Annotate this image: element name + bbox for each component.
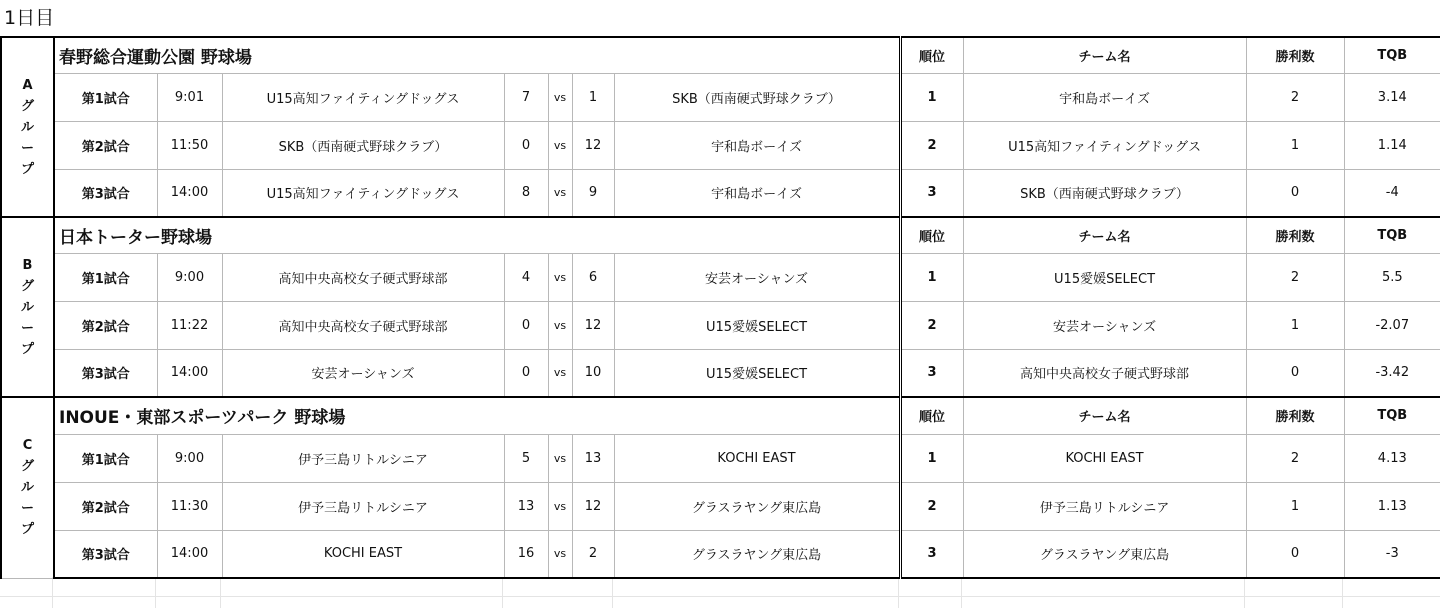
home-score: 16 [504,530,548,578]
group-label-char: ル [20,299,34,315]
spreadsheet-gridline [502,577,503,608]
match-label: 第1試合 [54,73,157,121]
standing-rank: 3 [900,169,963,217]
standing-wins: 0 [1246,169,1344,217]
standing-wins: 0 [1246,349,1344,397]
spreadsheet-gridline [0,596,1440,597]
away-score: 2 [572,530,614,578]
standing-team: 高知中央高校女子硬式野球部 [963,349,1246,397]
vs-label: vs [548,349,572,397]
standing-rank: 3 [900,530,963,578]
vs-label: vs [548,530,572,578]
standing-tqb: -3 [1344,530,1440,578]
standing-rank: 1 [900,73,963,121]
group-label-char: ー [20,501,34,517]
standing-rank: 1 [900,434,963,482]
standing-rank: 2 [900,482,963,530]
wins-header: 勝利数 [1246,37,1344,73]
venue-name: 春野総合運動公園 野球場 [54,37,900,73]
match-time: 11:22 [157,301,222,349]
home-score: 7 [504,73,548,121]
group-label-char: B [22,257,33,273]
home-score: 0 [504,301,548,349]
spreadsheet-gridline [898,577,899,608]
vs-label: vs [548,253,572,301]
group-label-char: プ [20,161,34,177]
rank-header: 順位 [900,217,963,253]
standing-tqb: -2.07 [1344,301,1440,349]
match-time: 14:00 [157,530,222,578]
vs-label: vs [548,121,572,169]
home-team: 高知中央高校女子硬式野球部 [222,253,504,301]
home-score: 4 [504,253,548,301]
standing-wins: 1 [1246,301,1344,349]
standing-wins: 1 [1246,121,1344,169]
tqb-header: TQB [1344,217,1440,253]
group-label-char: C [22,438,33,454]
home-team: SKB（西南硬式野球クラブ） [222,121,504,169]
away-score: 9 [572,169,614,217]
vs-label: vs [548,169,572,217]
group-label-char: プ [20,341,34,357]
home-score: 13 [504,482,548,530]
group-label-char: プ [20,522,34,538]
standing-tqb: 1.13 [1344,482,1440,530]
tqb-header: TQB [1344,397,1440,434]
tqb-header: TQB [1344,37,1440,73]
standing-team: KOCHI EAST [963,434,1246,482]
standing-wins: 2 [1246,253,1344,301]
group-label-char: グ [20,459,34,475]
group-label [1,217,54,397]
vs-label: vs [548,73,572,121]
match-label: 第3試合 [54,349,157,397]
match-time: 9:01 [157,73,222,121]
match-time: 9:00 [157,253,222,301]
spreadsheet-gridline [52,577,53,608]
away-team: 宇和島ボーイズ [614,169,900,217]
away-team: 宇和島ボーイズ [614,121,900,169]
home-team: U15高知ファイティングドッグス [222,73,504,121]
group-label-char: ー [20,140,34,156]
standing-tqb: 4.13 [1344,434,1440,482]
match-label: 第1試合 [54,253,157,301]
spreadsheet-gridline [961,577,962,608]
standing-wins: 2 [1246,434,1344,482]
group-block [0,36,1440,218]
away-score: 12 [572,121,614,169]
away-score: 6 [572,253,614,301]
team-header: チーム名 [963,397,1246,434]
home-score: 5 [504,434,548,482]
vs-label: vs [548,482,572,530]
standing-rank: 3 [900,349,963,397]
away-score: 12 [572,482,614,530]
rank-header: 順位 [900,397,963,434]
standing-rank: 1 [900,253,963,301]
away-team: グラスラヤング東広島 [614,482,900,530]
standing-team: グラスラヤング東広島 [963,530,1246,578]
match-label: 第3試合 [54,530,157,578]
standing-tqb: -3.42 [1344,349,1440,397]
standing-rank: 2 [900,121,963,169]
match-label: 第1試合 [54,434,157,482]
away-team: U15愛媛SELECT [614,349,900,397]
spreadsheet-gridline [612,577,613,608]
spreadsheet-gridline [220,577,221,608]
spreadsheet-gridline [155,577,156,608]
match-time: 11:30 [157,482,222,530]
vs-label: vs [548,434,572,482]
standing-team: U15高知ファイティングドッグス [963,121,1246,169]
standing-team: U15愛媛SELECT [963,253,1246,301]
wins-header: 勝利数 [1246,217,1344,253]
standing-wins: 2 [1246,73,1344,121]
standing-team: 宇和島ボーイズ [963,73,1246,121]
home-team: 伊予三島リトルシニア [222,482,504,530]
home-team: 高知中央高校女子硬式野球部 [222,301,504,349]
venue-name: 日本トーター野球場 [54,217,900,253]
match-label: 第2試合 [54,301,157,349]
rank-header: 順位 [900,37,963,73]
venue-name: INOUE・東部スポーツパーク 野球場 [54,397,900,434]
match-time: 11:50 [157,121,222,169]
away-score: 10 [572,349,614,397]
home-score: 8 [504,169,548,217]
group-block [0,396,1440,579]
away-score: 12 [572,301,614,349]
match-time: 14:00 [157,169,222,217]
vs-label: vs [548,301,572,349]
standing-rank: 2 [900,301,963,349]
standing-wins: 0 [1246,530,1344,578]
match-label: 第3試合 [54,169,157,217]
standing-wins: 1 [1246,482,1344,530]
home-team: U15高知ファイティングドッグス [222,169,504,217]
team-header: チーム名 [963,217,1246,253]
standing-team: 伊予三島リトルシニア [963,482,1246,530]
away-team: U15愛媛SELECT [614,301,900,349]
match-time: 9:00 [157,434,222,482]
away-team: KOCHI EAST [614,434,900,482]
standing-tqb: -4 [1344,169,1440,217]
group-label-char: ル [20,480,34,496]
team-header: チーム名 [963,37,1246,73]
away-score: 13 [572,434,614,482]
home-team: 伊予三島リトルシニア [222,434,504,482]
standing-team: SKB（西南硬式野球クラブ） [963,169,1246,217]
group-block [0,216,1440,398]
home-score: 0 [504,121,548,169]
home-team: KOCHI EAST [222,530,504,578]
wins-header: 勝利数 [1246,397,1344,434]
schedule-sheet [0,36,1440,577]
away-score: 1 [572,73,614,121]
spreadsheet-gridline [1244,577,1245,608]
group-label-char: グ [20,98,34,114]
standing-tqb: 1.14 [1344,121,1440,169]
home-score: 0 [504,349,548,397]
group-label-char: ル [20,119,34,135]
group-label-char: グ [20,278,34,294]
away-team: グラスラヤング東広島 [614,530,900,578]
group-label [1,397,54,578]
match-time: 14:00 [157,349,222,397]
match-label: 第2試合 [54,482,157,530]
standing-team: 安芸オーシャンズ [963,301,1246,349]
away-team: SKB（西南硬式野球クラブ） [614,73,900,121]
group-label [1,37,54,217]
spreadsheet-gridline [1342,577,1343,608]
away-team: 安芸オーシャンズ [614,253,900,301]
page-title: 1日目 [4,7,55,29]
match-label: 第2試合 [54,121,157,169]
group-label-char: ー [20,320,34,336]
standing-tqb: 3.14 [1344,73,1440,121]
standing-tqb: 5.5 [1344,253,1440,301]
home-team: 安芸オーシャンズ [222,349,504,397]
group-label-char: A [22,77,33,93]
